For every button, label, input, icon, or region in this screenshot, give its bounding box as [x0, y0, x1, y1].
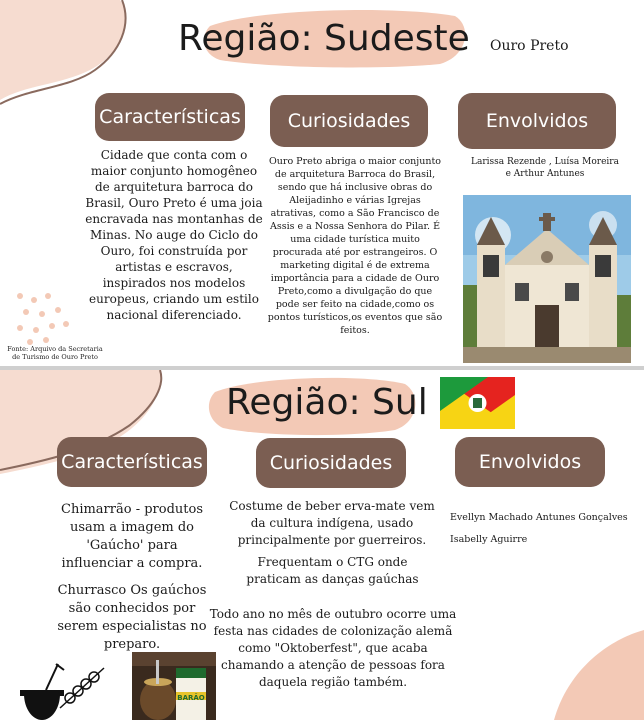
pill-curiosidades: Curiosidades — [270, 95, 428, 147]
rio-grande-do-sul-flag — [440, 377, 515, 429]
envolvidos-name-1: Evellyn Machado Antunes Gonçalves — [450, 512, 628, 523]
page-subtitle: Ouro Preto — [490, 38, 569, 54]
curiosidades-text-1: Costume de beber erva-mate vem da cultura indígena, usado principalmente por guerreiros. — [229, 499, 435, 547]
pill-envolvidos: Envolvidos — [458, 93, 616, 149]
envolvidos-text: Larissa Rezende , Luísa Moreira e Arthur Antunes — [471, 157, 619, 179]
pill-curiosidades: Curiosidades — [256, 438, 406, 488]
source-caption: Fonte: Arquivo da Secretaria de Turismo de Ouro Preto — [7, 345, 103, 361]
product-label: BARÃO — [177, 694, 205, 702]
slide-sul — [0, 370, 644, 720]
page-title: Região: Sul — [226, 382, 428, 423]
erva-mate-product-photo — [132, 652, 216, 720]
caracteristicas-text-churrasco: Churrasco Os gaúchos são conhecidos por serem especialistas no preparo. — [57, 583, 207, 652]
pill-caracteristicas: Características — [95, 93, 245, 141]
decorative-dots — [14, 290, 74, 346]
decorative-blob-bottom-right — [548, 620, 644, 720]
curiosidades-text-3: Todo ano no mês de outubro ocorre uma festa nas cidades de colonização alemã como "Oktoberfest", que acaba chamando a atenção de pessoas fora daquela região também. — [209, 607, 457, 689]
curiosidades-text-2: Frequentam o CTG onde praticam as danças gaúchas — [246, 555, 419, 586]
envolvidos-name-2: Isabelly Aguirre — [450, 534, 528, 545]
pill-envolvidos: Envolvidos — [455, 437, 605, 487]
curiosidades-text: Ouro Preto abriga o maior conjunto de arquitetura Barroca do Brasil, sendo que há inclusive obras do Aleijadinho e várias Igrejas atrativas, como a São Francisco de Assis e a Nossa Senhora do Pilar. É uma cidade turística muito procurada até por estrangeiros. O marketing digital é de extrema importância para a cidade de Ouro Preto,como a divulgação do que pode ser feito na cidade,como os pontos turísticos,os eventos que são feitos. — [267, 156, 443, 336]
caracteristicas-text-chimarrao: Chimarrão - produtos usam a imagem do 'Gaúcho' para influenciar a compra. — [61, 502, 203, 571]
page-title: Região: Sudeste — [178, 18, 470, 59]
church-photo — [463, 195, 631, 363]
chimarrao-icon — [16, 660, 106, 720]
caracteristicas-text: Cidade que conta com o maior conjunto homogêneo de arquitetura barroca do Brasil, Ouro Preto é uma joia encravada nas montanhas de Minas. No auge do Ciclo do Ouro, foi construída por artistas e escravos, inspirados nos modelos europeus, criando um estilo nacional diferenciado. — [85, 148, 263, 322]
pill-caracteristicas: Características — [57, 437, 207, 487]
